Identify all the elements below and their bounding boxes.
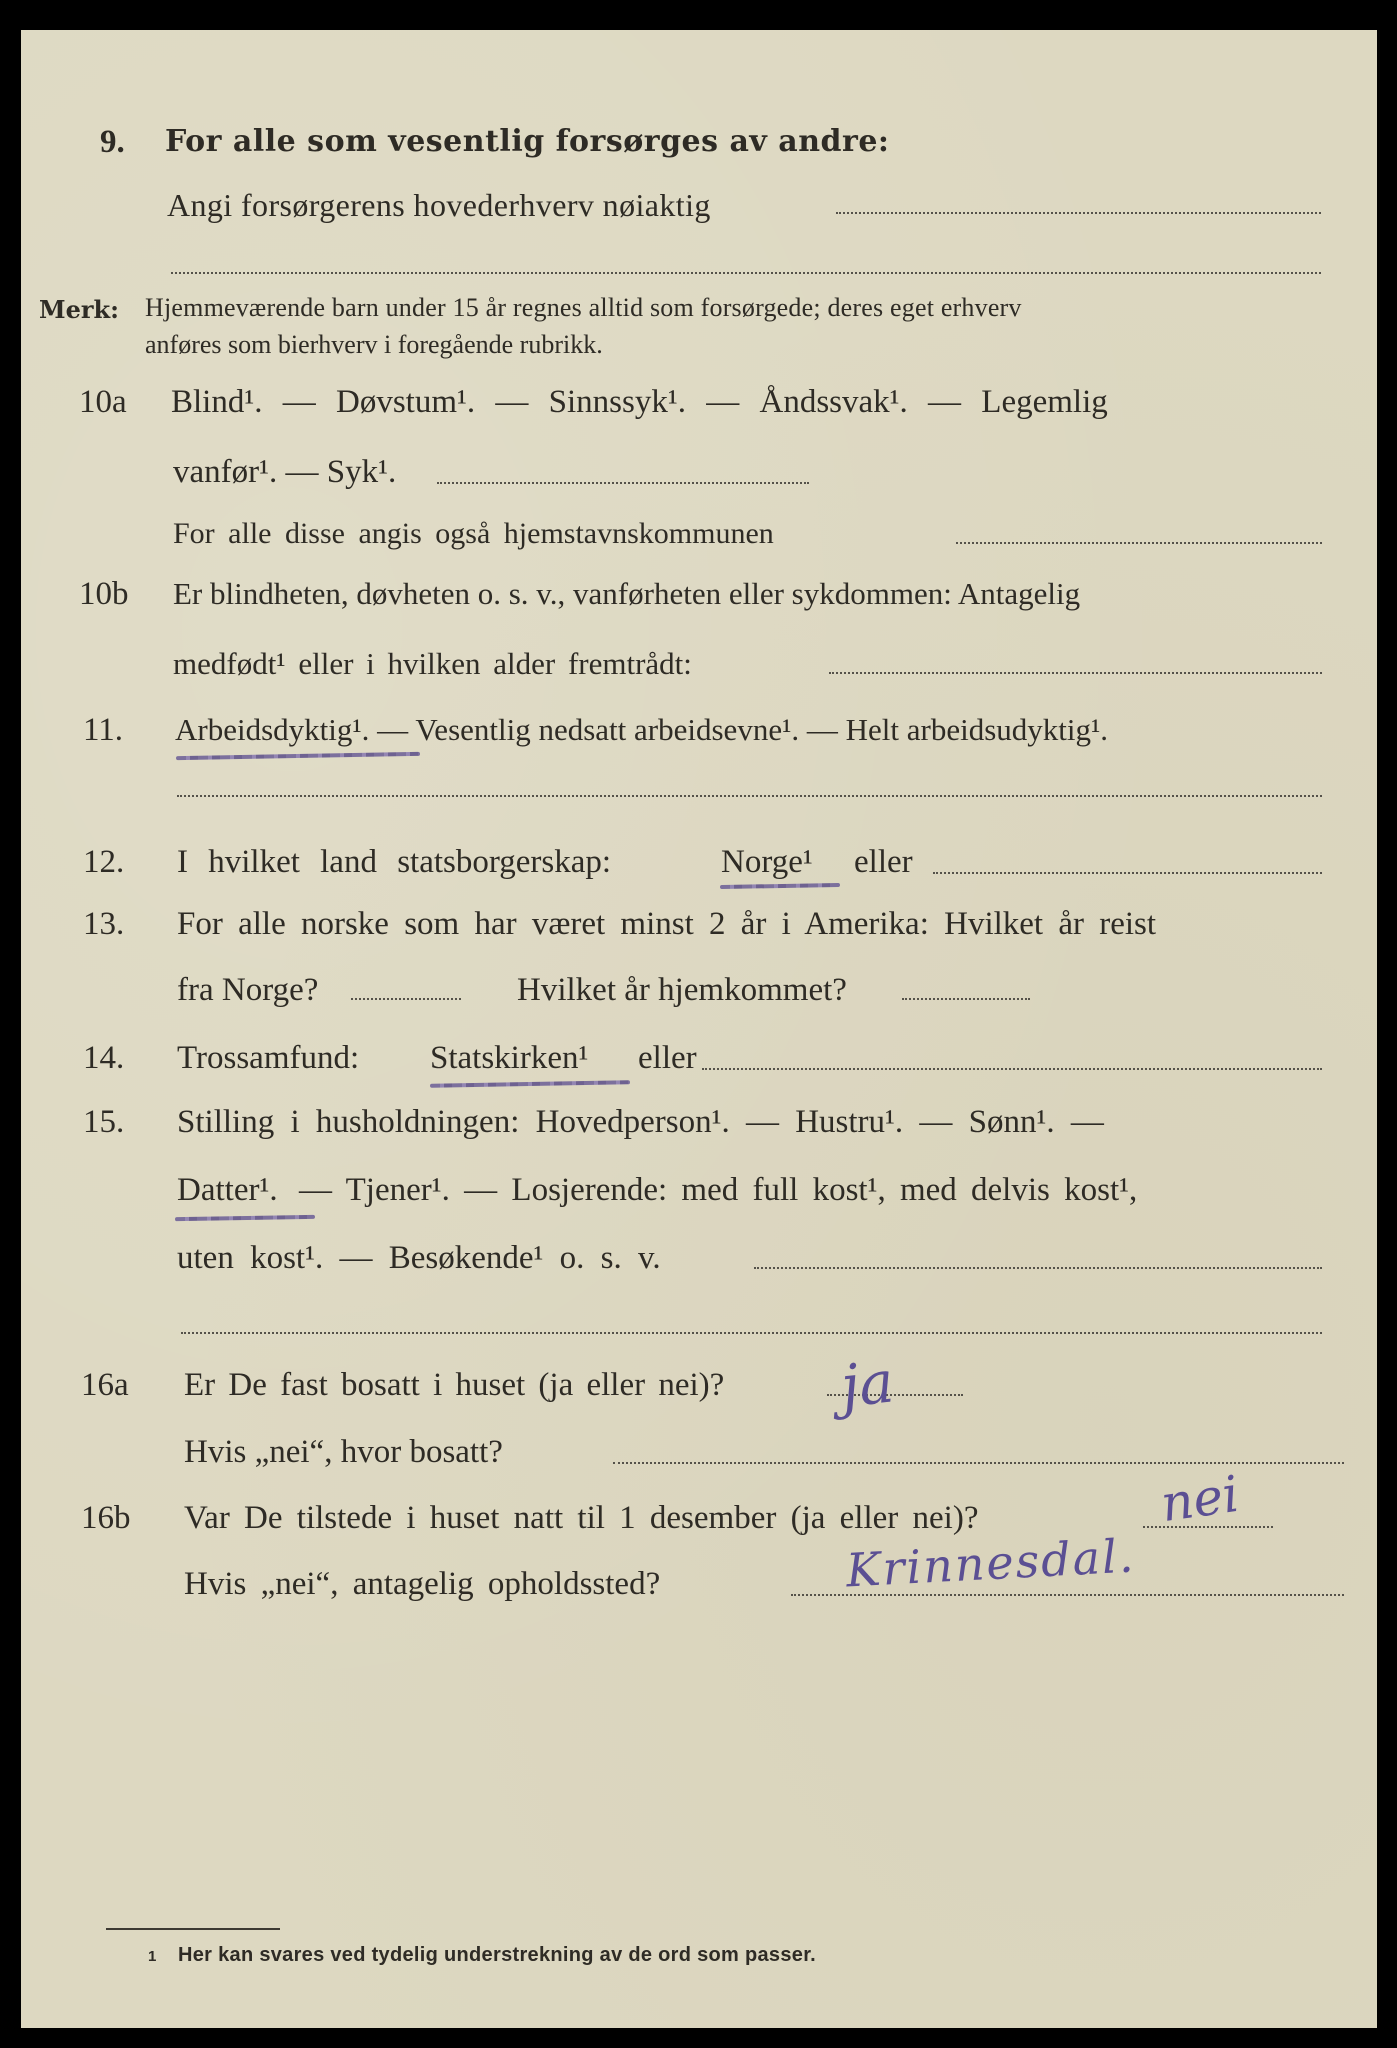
q15-number: 15. xyxy=(83,1104,125,1140)
q10a-hjemstavn-line[interactable] xyxy=(956,542,1322,544)
q16a-followup-line[interactable] xyxy=(613,1462,1344,1464)
q16b-prompt: Var De tilstede i huset natt til 1 desember (ja eller nei)? xyxy=(184,1500,979,1536)
q12-selected-underline xyxy=(720,883,840,889)
q15-answer-line-2[interactable] xyxy=(181,1332,1322,1334)
q16b-handwritten-followup-answer[interactable]: Krinnesdal. xyxy=(844,1528,1137,1598)
footnote-marker: 1 xyxy=(148,1948,157,1965)
q12-text-before: I hvilket land statsborgerskap: xyxy=(177,844,612,880)
q15-answer-line[interactable] xyxy=(754,1267,1322,1269)
q11-answer-line[interactable] xyxy=(177,795,1322,797)
q14-text-after: eller xyxy=(638,1040,697,1076)
q9-answer-line-2[interactable] xyxy=(171,272,1321,274)
footnote-rule xyxy=(106,1928,280,1930)
q11-text: Arbeidsdyktig¹. — Vesentlig nedsatt arbeidsevne¹. — Helt arbeidsudyktig¹. xyxy=(175,712,1109,747)
q16b-followup: Hvis „nei“, antagelig opholdssted? xyxy=(184,1566,661,1602)
q10a-line-3: For alle disse angis også hjemstavnskommunen xyxy=(173,517,774,550)
note-label: Merk: xyxy=(39,295,119,324)
q15-selected-underline xyxy=(175,1215,315,1221)
q14-label: Trossamfund: xyxy=(177,1040,360,1076)
q10b-number: 10b xyxy=(79,576,129,612)
q16a-prompt: Er De fast bosatt i huset (ja eller nei)? xyxy=(184,1367,725,1403)
q16b-number: 16b xyxy=(81,1500,131,1536)
q15-line-3: uten kost¹. — Besøkende¹ o. s. v. xyxy=(177,1240,661,1276)
q9-prompt: Angi forsørgerens hovederhverv nøiaktig xyxy=(167,187,711,223)
note-line-1: Hjemmeværende barn under 15 år regnes alltid som forsørgede; deres eget erhverv xyxy=(145,293,1022,322)
q16a-number: 16a xyxy=(81,1367,129,1403)
q14-number: 14. xyxy=(83,1040,125,1076)
q12-answer-line[interactable] xyxy=(933,872,1322,874)
q14-selected-underline xyxy=(430,1080,630,1087)
q13-number: 13. xyxy=(83,906,125,942)
q12-number: 12. xyxy=(83,844,125,880)
q9-answer-line[interactable] xyxy=(836,212,1321,214)
q13-line-1: For alle norske som har været minst 2 år i Amerika: Hvilket år reist xyxy=(177,906,1157,942)
q16a-followup: Hvis „nei“, hvor bosatt? xyxy=(184,1434,503,1470)
q15-option-datter[interactable]: Datter¹. xyxy=(177,1172,278,1208)
q14-answer-line[interactable] xyxy=(702,1068,1322,1070)
q12-text-after: eller xyxy=(854,844,913,880)
q13-answer-a-line[interactable] xyxy=(351,998,461,1000)
q10a-answer-line[interactable] xyxy=(437,482,809,484)
q13-prompt-a: fra Norge? xyxy=(177,972,319,1008)
q10b-line-1: Er blindheten, døvheten o. s. v., vanførheten eller sykdommen: Antagelig xyxy=(173,576,1081,611)
q10a-line-1: Blind¹. — Døvstum¹. — Sinnssyk¹. — Åndssvak¹. — Legemlig xyxy=(171,384,1108,420)
footnote-text: Her kan svares ved tydelig understrekning av de ord som passer. xyxy=(178,1944,817,1966)
q12-option-norge[interactable]: Norge¹ xyxy=(721,844,813,880)
q11-selected-underline xyxy=(176,752,420,760)
census-form-page xyxy=(21,30,1377,2028)
note-line-2: anføres som bierhverv i foregående rubrikk. xyxy=(145,330,603,359)
q9-title: For alle som vesentlig forsørges av andre: xyxy=(165,124,890,159)
q16b-handwritten-answer[interactable]: nei xyxy=(1157,1464,1243,1534)
q11-number: 11. xyxy=(83,712,124,748)
q13-prompt-b: Hvilket år hjemkommet? xyxy=(517,972,847,1008)
q10b-line-2: medfødt¹ eller i hvilken alder fremtrådt: xyxy=(173,646,692,681)
q14-option-statskirken[interactable]: Statskirken¹ xyxy=(430,1040,589,1076)
q9-number: 9. xyxy=(100,124,125,160)
q10a-line-2: vanfør¹. — Syk¹. xyxy=(173,454,397,490)
q10a-number: 10a xyxy=(79,384,127,420)
q10b-answer-line[interactable] xyxy=(829,672,1322,674)
q13-answer-b-line[interactable] xyxy=(902,998,1030,1000)
q15-line-2: — Tjener¹. — Losjerende: med full kost¹, med delvis kost¹, xyxy=(299,1172,1138,1208)
q15-line-1: Stilling i husholdningen: Hovedperson¹. — Hustru¹. — Sønn¹. — xyxy=(177,1104,1104,1140)
q16a-handwritten-answer[interactable]: ja xyxy=(837,1347,897,1421)
